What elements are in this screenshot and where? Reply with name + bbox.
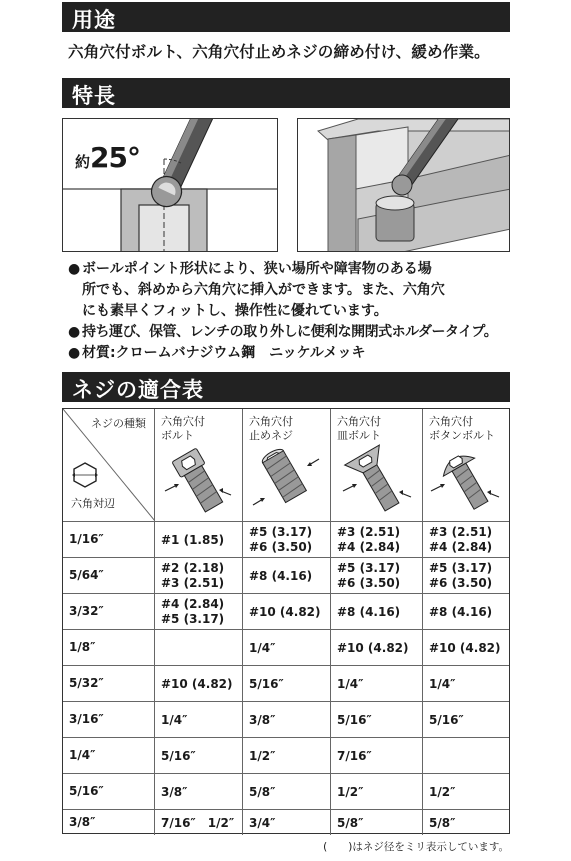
fit-cell — [423, 558, 511, 593]
table-row — [63, 665, 509, 701]
compatibility-section-header — [62, 372, 510, 402]
fit-value: 5/16″ — [161, 748, 196, 763]
hex-size-cell — [63, 702, 155, 737]
fit-cell — [155, 558, 243, 593]
bullet-icon: ● — [68, 324, 81, 340]
fit-value: #3 (2.51) — [337, 525, 401, 539]
fit-value: #6 (3.50) — [337, 576, 401, 590]
fit-cell — [331, 738, 423, 773]
flat-head-bolt-icon — [331, 441, 423, 521]
fit-value: #6 (3.50) — [249, 540, 313, 554]
column-header-line: 六角穴付 — [249, 415, 293, 428]
fit-cell — [155, 666, 243, 701]
feature-line: 所でも、斜めから六角穴に挿入ができます。また、六角穴 — [82, 282, 445, 298]
fit-value: #8 (4.16) — [429, 604, 493, 619]
fit-value: 5/16″ — [337, 712, 372, 727]
fit-value: 5/16″ — [249, 676, 284, 691]
features-section-header — [62, 78, 510, 108]
fit-value: 1/4″ — [337, 676, 364, 691]
fit-value: 1/2″ — [429, 784, 456, 799]
angle-label — [75, 141, 140, 174]
fit-value: #5 (3.17) — [161, 612, 225, 626]
fit-value: #10 (4.82) — [161, 676, 233, 691]
fit-value: 3/8″ — [161, 784, 188, 799]
ball-point-angle-illustration — [62, 118, 278, 252]
fit-cell — [155, 702, 243, 737]
fit-cell — [423, 666, 511, 701]
socket-bolt-icon — [155, 441, 243, 521]
fit-cell — [155, 774, 243, 809]
column-header-flat-head-bolt — [331, 409, 423, 521]
feature-line: 材質:クロームバナジウム鋼 ニッケルメッキ — [82, 345, 366, 361]
fit-value: #4 (2.84) — [429, 540, 493, 554]
fit-value: #4 (2.84) — [161, 597, 225, 611]
fit-value: #8 (4.16) — [337, 604, 401, 619]
hex-size-value: 5/64″ — [69, 568, 104, 582]
fit-cell — [423, 594, 511, 629]
fit-cell — [155, 738, 243, 773]
fit-cell — [423, 738, 511, 773]
fit-value: 3/4″ — [249, 815, 276, 830]
features-list — [68, 259, 518, 364]
feature-item-holder — [68, 322, 518, 343]
table-corner-cell — [63, 409, 155, 521]
usage-title: 用途 — [72, 8, 116, 32]
fit-value: 1/4″ — [249, 640, 276, 655]
table-row — [63, 773, 509, 809]
bullet-icon: ● — [68, 261, 81, 277]
fit-cell — [243, 558, 331, 593]
angle-prefix: 約 — [75, 153, 91, 171]
fit-value: #5 (3.17) — [249, 525, 313, 539]
fit-value: 1/4″ — [429, 676, 456, 691]
fit-value: #5 (3.17) — [337, 561, 401, 575]
fit-value: 1/2″ — [249, 748, 276, 763]
hex-size-cell — [63, 594, 155, 629]
feature-line: 持ち運び、保管、レンチの取り外しに便利な開閉式ホルダータイプ。 — [82, 324, 498, 340]
hex-across-flats-label: 六角対辺 — [71, 497, 115, 510]
column-header-set-screw — [243, 409, 331, 521]
fit-value: #3 (2.51) — [161, 576, 225, 590]
fit-cell — [243, 666, 331, 701]
table-row — [63, 593, 509, 629]
fit-cell — [155, 522, 243, 557]
hex-size-value: 5/16″ — [69, 784, 104, 798]
fit-cell — [423, 774, 511, 809]
table-row — [63, 629, 509, 665]
feature-line: ボールポイント形状により、狭い場所や障害物のある場 — [82, 261, 432, 277]
column-header-line: ボルト — [161, 429, 194, 442]
fit-value: 7/16″ — [337, 748, 372, 763]
fit-cell — [423, 522, 511, 557]
fit-value: 3/8″ — [249, 712, 276, 727]
column-header-socket-bolt — [155, 409, 243, 521]
column-header-line: ボタンボルト — [429, 429, 495, 442]
hex-size-cell — [63, 810, 155, 835]
set-screw-icon — [243, 441, 331, 521]
bullet-icon: ● — [68, 345, 81, 361]
usage-section-header — [62, 2, 510, 32]
fit-cell — [331, 702, 423, 737]
ball-point-angle-drawing — [63, 119, 278, 252]
fit-cell — [331, 630, 423, 665]
hex-size-cell — [63, 666, 155, 701]
screw-compatibility-table — [62, 408, 510, 834]
hex-size-value: 1/16″ — [69, 532, 104, 546]
fit-cell — [331, 666, 423, 701]
hex-size-value: 3/32″ — [69, 604, 104, 618]
feature-item-ball-point — [68, 259, 518, 322]
hex-size-value: 1/8″ — [69, 640, 96, 654]
fit-cell — [243, 594, 331, 629]
fit-value: 1/2″ — [337, 784, 364, 799]
hex-size-value: 3/8″ — [69, 815, 96, 829]
hex-size-value: 1/4″ — [69, 748, 96, 762]
fit-value: #10 (4.82) — [429, 640, 501, 655]
fit-cell — [423, 702, 511, 737]
fit-cell — [423, 810, 511, 835]
column-header-button-head-bolt — [423, 409, 511, 521]
fit-value: 5/16″ — [429, 712, 464, 727]
fit-cell — [423, 630, 511, 665]
hex-size-cell — [63, 558, 155, 593]
fit-cell — [331, 774, 423, 809]
feature-line: にも素早くフィットし、操作性に優れています。 — [82, 303, 388, 319]
fit-value: #10 (4.82) — [337, 640, 409, 655]
fit-cell — [243, 738, 331, 773]
fit-cell — [331, 558, 423, 593]
obstacle-access-drawing — [298, 119, 510, 252]
column-header-line: 皿ボルト — [337, 429, 381, 442]
fit-cell — [331, 810, 423, 835]
fit-value: #4 (2.84) — [337, 540, 401, 554]
hex-size-cell — [63, 630, 155, 665]
fit-value: 5/8″ — [249, 784, 276, 799]
fit-value: 1/4″ — [161, 712, 188, 727]
fit-value: #10 (4.82) — [249, 604, 321, 619]
fit-value: #6 (3.50) — [429, 576, 493, 590]
hex-size-cell — [63, 738, 155, 773]
column-header-line: 六角穴付 — [161, 415, 205, 428]
hex-size-cell — [63, 522, 155, 557]
usage-description: 六角穴付ボルト、六角穴付止めネジの締め付け、緩め作業。 — [68, 43, 490, 61]
table-row — [63, 521, 509, 557]
feature-item-material — [68, 343, 518, 364]
fit-cell — [243, 774, 331, 809]
button-head-bolt-icon — [423, 441, 511, 521]
fit-value: #1 (1.85) — [161, 532, 225, 547]
column-header-line: 止めネジ — [249, 429, 293, 442]
fit-cell — [331, 594, 423, 629]
hex-socket-icon — [71, 461, 99, 489]
angle-value: 25° — [90, 141, 140, 174]
table-row — [63, 557, 509, 593]
fit-value: #8 (4.16) — [249, 568, 313, 583]
table-row — [63, 737, 509, 773]
hex-size-value: 3/16″ — [69, 712, 104, 726]
fit-value: 7/16″ 1/2″ — [161, 815, 235, 830]
mm-notation-note: ( )はネジ径をミリ表示しています。 — [323, 841, 509, 853]
fit-cell — [155, 810, 243, 835]
table-row — [63, 809, 509, 835]
fit-cell — [243, 522, 331, 557]
hex-size-cell — [63, 774, 155, 809]
fit-cell — [243, 702, 331, 737]
fit-value: 5/8″ — [337, 815, 364, 830]
screw-type-label: ネジの種類 — [91, 417, 146, 430]
column-header-line: 六角穴付 — [337, 415, 381, 428]
fit-cell — [155, 630, 243, 665]
obstacle-access-illustration — [297, 118, 510, 252]
features-title: 特長 — [72, 84, 116, 108]
hex-size-value: 5/32″ — [69, 676, 104, 690]
fit-value: #5 (3.17) — [429, 561, 493, 575]
compatibility-title: ネジの適合表 — [72, 378, 204, 402]
fit-cell — [243, 810, 331, 835]
table-row — [63, 701, 509, 737]
fit-cell — [331, 522, 423, 557]
fit-cell — [155, 594, 243, 629]
fit-value: 5/8″ — [429, 815, 456, 830]
fit-value: #2 (2.18) — [161, 561, 225, 575]
fit-value: #3 (2.51) — [429, 525, 493, 539]
fit-cell — [243, 630, 331, 665]
column-header-line: 六角穴付 — [429, 415, 473, 428]
